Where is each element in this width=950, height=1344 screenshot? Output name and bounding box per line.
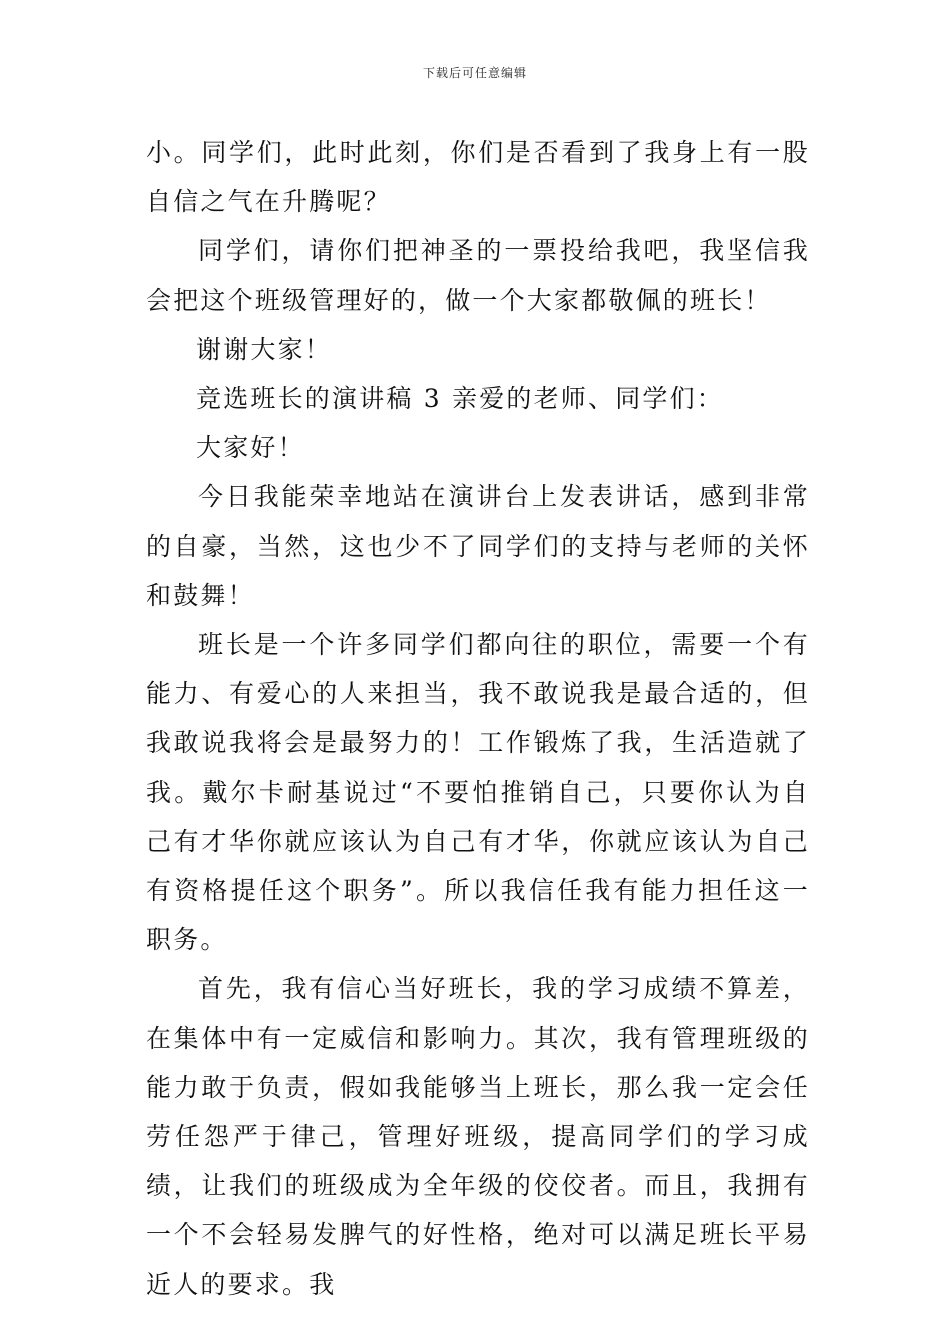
paragraph-greeting: 大家好！ [196,433,305,463]
paragraph-monitor-role: 班长是一个许多同学们都向往的职位，需要一个有能力、有爱心的人来担当，我不敢说我是最合适的，但我敢说我将会是最努力的！工作锻炼了我，生活造就了我。戴尔卡耐基说过“不要怕推销自己，只要你认为自己有才华你就应该认为自己有才华，你就应该认为自己有资格提任这个职务”。所以我信任我有能力担任这一职务。 [146,630,810,955]
paragraph-thanks: 谢谢大家！ [196,334,333,364]
page-header-note: 下载后可任意编辑 [422,66,527,80]
paragraph-vote-request: 同学们，请你们把神圣的一票投给我吧，我坚信我会把这个班级管理好的，做一个大家都敬佩的班长！ [146,236,810,315]
paragraph-honor: 今日我能荣幸地站在演讲台上发表讲话，感到非常的自豪，当然，这也少不了同学们的支持与老师的关怀和鼓舞！ [146,482,810,610]
paragraph-speech-title: 竞选班长的演讲稿 3 亲爱的老师、同学们： [196,384,725,414]
document-body [146,128,810,1309]
paragraph-continuation: 小。同学们，此时此刻，你们是否看到了我身上有一股自信之气在升腾呢？ [146,138,810,217]
paragraph-qualifications: 首先，我有信心当好班长，我的学习成绩不算差，在集体中有一定威信和影响力。其次，我有管理班级的能力敢于负责，假如我能够当上班长，那么我一定会任劳任怨严于律己，管理好班级，提高同学们的学习成绩，让我们的班级成为全年级的佼佼者。而且，我拥有一个不会轻易发脾气的好性格，绝对可以满足班长平易近人的要求。我 [146,974,810,1299]
